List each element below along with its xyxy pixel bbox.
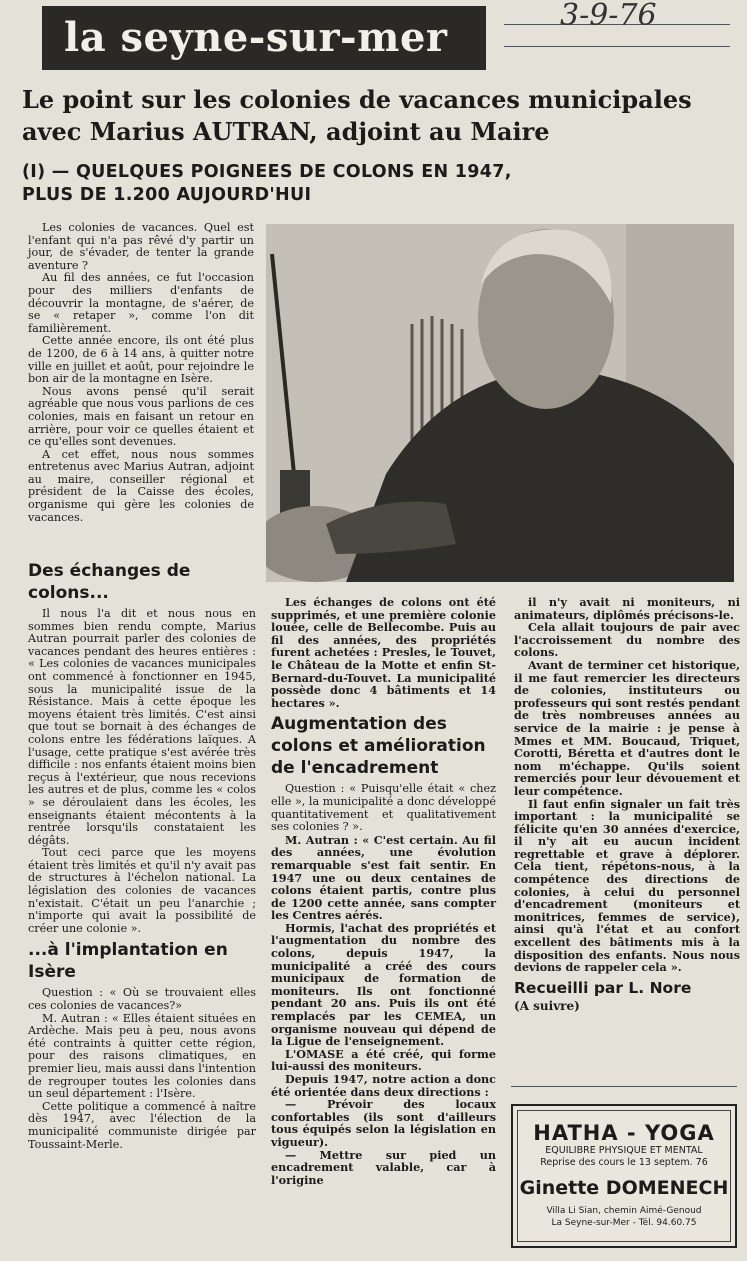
intro-paragraph: Cette année encore, ils ont été plus de 1200, de 6 à 14 ans, à quitter notre ville en juillet et août, pour rejoindre le bon air de la montagne en Isère. [28, 334, 254, 386]
article-column-1 [28, 556, 256, 1151]
headline-line-1: Le point sur les colonies de vacances municipales [22, 85, 692, 114]
intro-column [28, 222, 254, 524]
intro-paragraph: Nous avons pensé qu'il serait agréable que nous vous parlions de ces colonies, mais en faisant un retour en arrière, pour voir ce quelles étaient et ce qu'elles sont devenues. [28, 384, 254, 449]
paragraph: Hormis, l'achat des propriétés et l'augmentation du nombre des colons, depuis 1947, la municipalité a créé des cours municipaux de formation de moniteurs. Ils ont fonctionné pendant 20 ans. Puis ils ont été remplacés par les CEMEA, un organisme nouveau qui dépend de la Ligue de l'enseignement. [271, 920, 496, 1049]
ad-separator [511, 1086, 737, 1087]
paragraph: Les échanges de colons ont été supprimés, et une première colonie louée, celle de Bellecombe. Puis au fil des années, des propriétés furent achetées : Presles, le Touvet, le Château de la Motte et enfin St-Bernard-du-Touvet. La municipalité possède donc 4 bâtiments et 14 hectares ». [271, 595, 496, 710]
intro-paragraph: Les colonies de vacances. Quel est l'enfant qui n'a pas rêvé d'y partir un jour, de s'évader, de tenter la grande aventure ? [28, 221, 254, 272]
paragraph: Depuis 1947, notre action a donc été orientée dans deux directions : [271, 1072, 496, 1099]
ad-address: Villa Li Sian, chemin Aimé-Genoud [546, 1206, 702, 1216]
ad-tagline: EQUILIBRE PHYSIQUE ET MENTAL [545, 1145, 703, 1156]
paragraph: M. Autran : « C'est certain. Au fil des années, une évolution remarquable s'est fait sentir. En 1947 une ou deux centaines de colons étaient partis, contre plus de 1200 cette année, sans compter les Centres aérés. [271, 832, 496, 923]
ad-frame [517, 1110, 731, 1242]
to-be-continued: (A suivre) [514, 999, 580, 1014]
ad-reprise: Reprise des cours le 13 septem. 76 [540, 1157, 708, 1168]
paragraph: Avant de terminer cet historique, il me faut remercier les directeurs de colonies, instituteurs ou professeurs qui sont restés pendant de très nombreuses années au service de la mairie : je pense à Mmes et MM. Boucaud, Triquet, Corotti, Béretta et d'autres dont le nom m'échappe. Qu'ils soient remerciés pour leur dévouement et leur compétence. [514, 657, 740, 798]
masthead: la seyne-sur-mer [42, 6, 486, 70]
paragraph: M. Autran : « Elles étaient situées en Ardèche. Mais peu à peu, nous avons été contraints à quitter cette région, pour des raisons climatiques, en premier lieu, mais aussi dans l'intention de regrouper toutes les colonies dans un seul département : l'Isère. [28, 1011, 256, 1101]
paragraph: il n'y avait ni moniteurs, ni animateurs, diplômés précisons-le. [514, 595, 740, 622]
portrait-photo [266, 224, 734, 582]
ad-name: Ginette DOMENECH [519, 1177, 729, 1199]
headline-line-2: avec Marius AUTRAN, adjoint au Maire [22, 117, 550, 146]
intro-paragraph: A cet effet, nous nous sommes entretenus avec Marius Autran, adjoint au maire, conseiller régional et président de la Caisse des écoles, organisme qui gère les colonies de vacances. [28, 447, 254, 524]
date-rule-bottom [504, 46, 730, 47]
photo-illustration [266, 224, 734, 582]
byline: Recueilli par L. Nore [514, 978, 692, 997]
paragraph: Il nous l'a dit et nous nous en sommes bien rendu compte, Marius Autran pourrait parler des colonies de vacances pendant des heures entières : « Les colonies de vacances municipales ont commencé à fonctionner en 1945, sous la municipalité issue de la Résistance. Mais à cette époque les moyens étaient très limités. C'est ainsi que tout se bornait à des échanges de colons entre les fédérations laïques. A l'usage, cette pratique s'est avérée très difficile : nos enfants étaient moins bien reçus à l'extérieur, que nous recevions les autres et de plus, comme les « colos » se déroulaient dans les écoles, les enseignants étaient mécontents à la rentrée lorsqu'ils constataient les dégâts. [28, 607, 256, 847]
ad-title: HATHA - YOGA [533, 1121, 715, 1145]
paragraph: Cette politique a commencé à naître dès 1947, avec l'élection de la municipalité communiste dirigée par Toussaint-Merle. [28, 1099, 256, 1151]
article-column-3 [514, 596, 740, 1013]
subhead-line-1: (I) — QUELQUES POIGNEES DE COLONS EN 1947, [22, 162, 512, 182]
subhead-line-2: PLUS DE 1.200 AUJOURD'HUI [22, 185, 312, 205]
section-title: ...à l'implantation en Isère [28, 940, 228, 983]
page-title [22, 84, 722, 148]
paragraph: — Prévoir des locaux confortables (ils sont d'ailleurs tous équipés selon la législation en vigueur). [271, 1097, 496, 1149]
paragraph: — Mettre sur pied un encadrement valable, car à l'origine [271, 1147, 496, 1187]
paragraph: Il faut enfin signaler un fait très important : la municipalité se félicite qu'en 30 années d'exercice, il n'y ait eu aucun incident regrettable et grave à déplorer. Cela tient, répétons-nous, à la compétence des directions de colonies, à celui du personnel d'encadrement (moniteurs et monitrices, femmes de service), ainsi qu'à l'état et au confort excellent des bâtiments mis à la disposition des enfants. Nous nous devions de rappeler cela ». [514, 796, 740, 975]
paragraph: Cela allait toujours de pair avec l'accroissement du nombre des colons. [514, 620, 740, 660]
paragraph: Question : « Où se trouvaient elles ces colonies de vacances?» [28, 986, 256, 1013]
ad-address-city: La Seyne-sur-Mer - Tél. 94.60.75 [551, 1218, 697, 1228]
section-title: Augmentation des colons et amélioration de l'encadrement [271, 714, 486, 779]
handwritten-date: 3-9-76 [560, 0, 657, 33]
section-title: Des échanges de colons... [28, 561, 191, 603]
paragraph: L'OMASE a été créé, qui forme lui-aussi des moniteurs. [271, 1046, 496, 1074]
paragraph: Tout ceci parce que les moyens étaient très limités et qu'il n'y avait pas de structures à l'échelon national. La législation des colonies de vacances n'existait. C'était un peu l'anarchie ; n'importe qui avait la possibilité de créer une colonie ». [28, 846, 256, 935]
article-column-2 [271, 596, 496, 1186]
intro-paragraph: Au fil des années, ce fut l'occasion pour des milliers d'enfants de découvrir la montagne, de s'aérer, de se « retaper », comme l'on dit familièrement. [28, 271, 254, 335]
subheadline [22, 161, 582, 207]
yoga-advertisement [511, 1104, 737, 1248]
paragraph: Question : « Puisqu'elle était « chez elle », la municipalité a donc développé quantitativement et qualitativement ses colonies ? ». [271, 782, 496, 834]
